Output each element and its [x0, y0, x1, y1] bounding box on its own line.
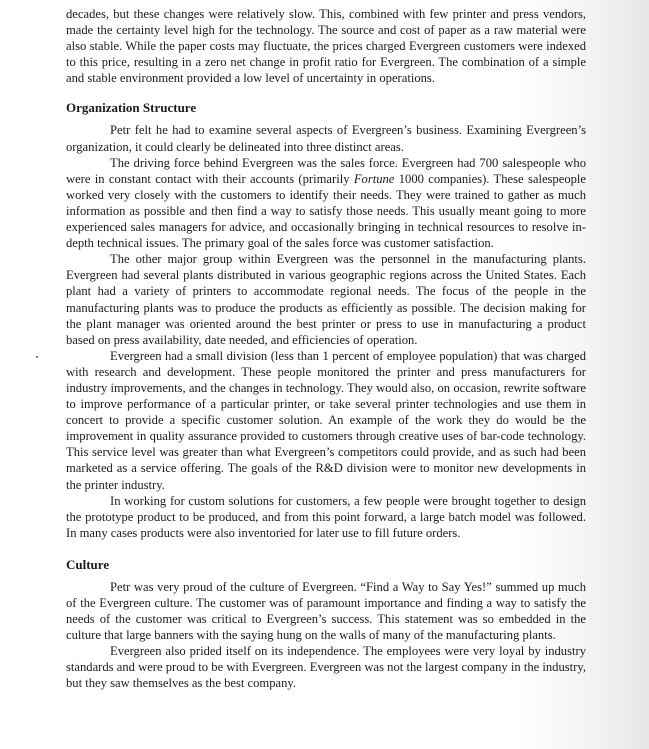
paragraph-manufacturing: The other major group within Evergreen was the personnel in the manufacturing plants. Evergreen had several plants distributed in various geographic regions across the United States. Each plant had a variety of printers to accommodate regional needs. The focus of the people in the manufacturing plants was to produce the products as efficiently as possible. The decision making for the plant manager was oriented around the best printer or press to use in manufacturing a product based on press availability, date needed, and efficiencies of operation. [66, 252, 586, 347]
paragraph-independence: Evergreen also prided itself on its independence. The employees were very loyal by industry standards and were proud to be with Evergreen. Evergreen was not the largest company in the industry, but they saw themselves as the best company. [66, 644, 586, 691]
section-heading-culture: Culture [66, 556, 110, 572]
sales-force-text-end: 1000 companies). These salespeople worked very closely with the customers to identify their needs. They were trained to gather as much information as possible and then find a way to satisfy those needs. This usually meant going to more experienced sales managers for advice, and occasionally bringing in technical resources to resolve in-depth technical issues. The primary goal of the sales force was customer satisfaction. [66, 171, 587, 251]
fortune-italic: Fortune [353, 171, 395, 186]
paragraph-custom-solutions: In working for custom solutions for customers, a few people were brought together to design the prototype product to be produced, and from this point forward, a large batch model was followed. In many cases products were also inventoried for later use to fill future orders. [66, 493, 586, 540]
paragraph-research-development: Evergreen had a small division (less than 1 percent of employee population) that was charged with research and development. These people monitored the printer and press manufacturers for industry improvements, and the changes in technology. They would also, on occasion, rewrite software to improve performance of a particular printer, or take several printer technologies and use them in concert to provide a specific customer solution. An example of the work they do would be the improvement in quality assurance provided to customers through creative uses of bar-code technology. This service level was greater than what Evergreen’s competitors could provide, and as such had been marketed as a service offering. The goals of the R&D division were to monitor new developments in the printer industry. [66, 348, 586, 492]
paragraph-examine-aspects: Petr felt he had to examine several aspects of Evergreen’s business. Examining Evergreen’s organization, it could clearly be delineated into three distinct areas. [66, 123, 586, 154]
scan-speck [36, 356, 38, 358]
section-heading-organization-structure: Organization Structure [66, 100, 197, 116]
sales-force-text-start: The driving force behind Evergreen was the sales force. Evergreen had 700 salespeople who were in constant contact with their accounts (primarily [66, 155, 586, 186]
paragraph-sales-force [66, 155, 586, 252]
page-body [66, 6, 586, 692]
paragraph-culture-pride: Petr was very proud of the culture of Evergreen. “Find a Way to Say Yes!” summed up much of the Evergreen culture. The customer was of paramount importance and finding a way to satisfy the needs of the customer was critical to Evergreen’s success. This statement was so embedded in the culture that large banners with the saying hung on the walls of many of the manufacturing plants. [66, 579, 586, 643]
intro-paragraph: decades, but these changes were relatively slow. This, combined with few printer and press vendors, made the certainty level high for the technology. The source and cost of paper as a raw material were also stable. While the paper costs may fluctuate, the prices charged Evergreen customers were indexed to this price, resulting in a zero net change in profit ratio for Evergreen. The combination of a simple and stable environment provided a low level of uncertainty in operations. [66, 7, 586, 86]
